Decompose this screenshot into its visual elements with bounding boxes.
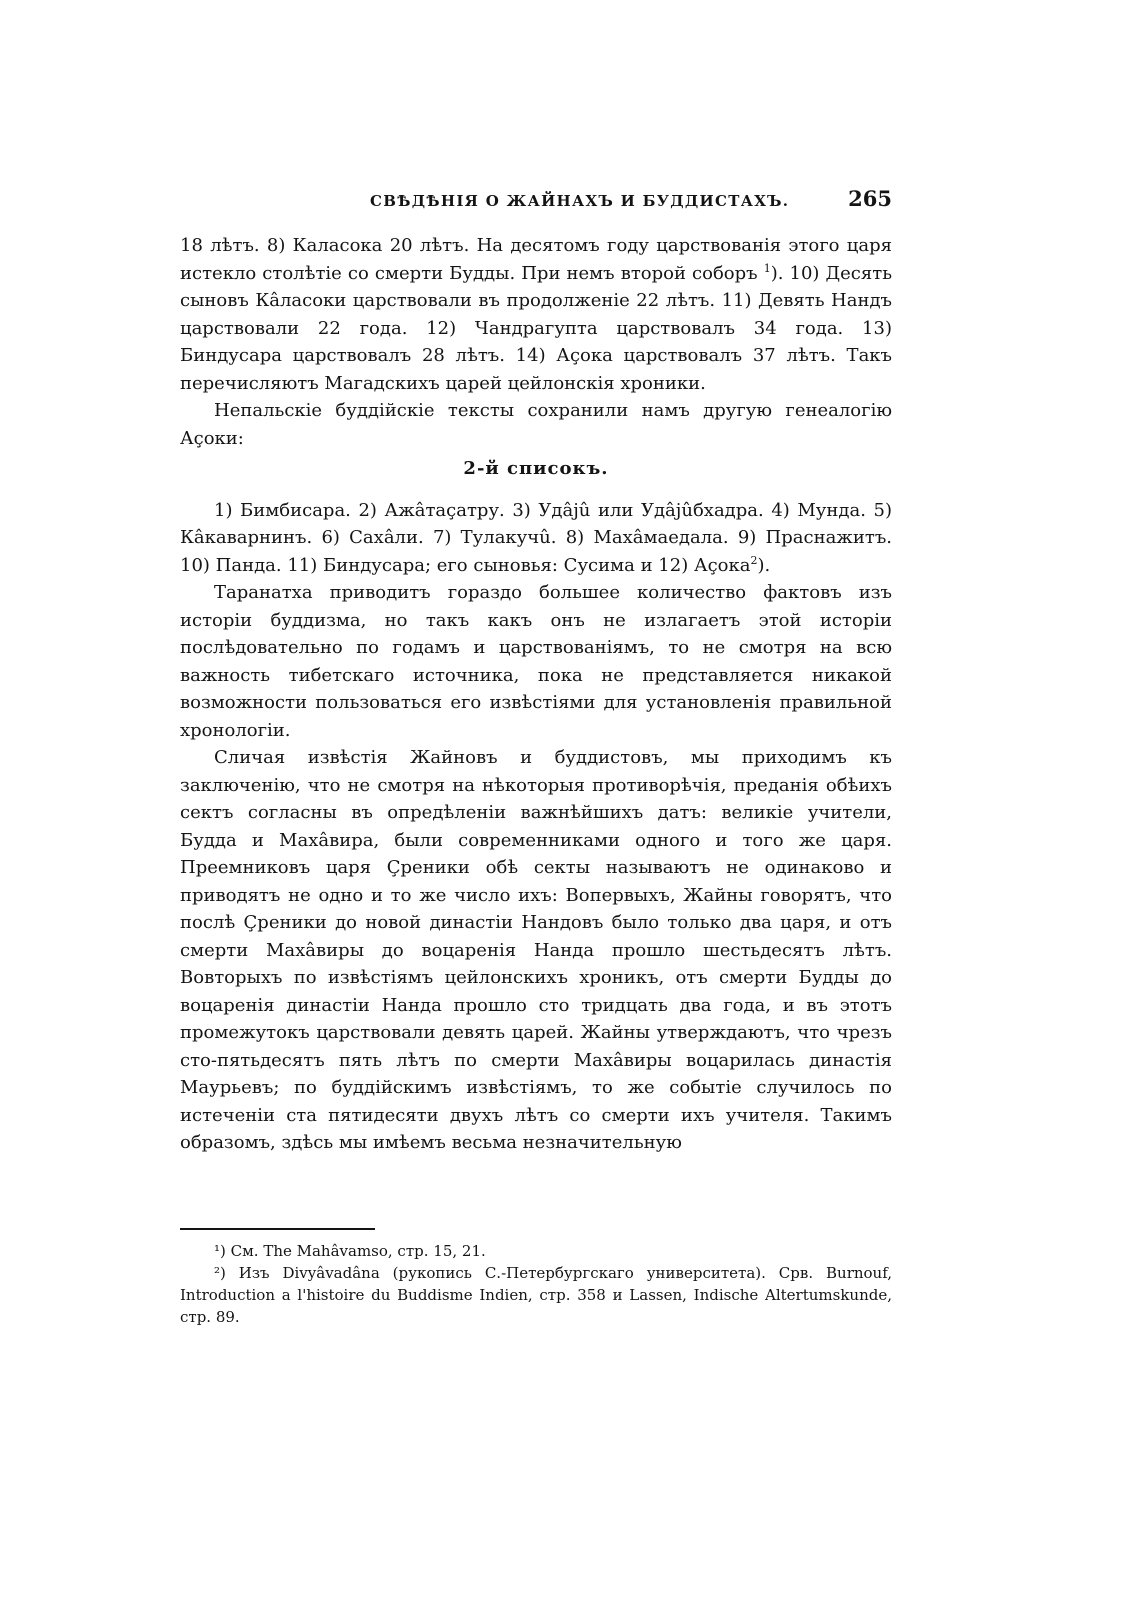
- king-list-text: 1) Бимбисара. 2) Ажâтаçатру. 3) Удâjû или Удâjûбхадра. 4) Мунда. 5) Кâкаварнинъ. 6) Сахâли. 7) Тулакучû. 8) Махâмаедала. 9) Праснажитъ. 10) Панда. 11) Биндусара; его сыновья: Сусима и 12) Аçока: [180, 499, 892, 576]
- paragraph-nepal-texts: Непальскіе буддійскіе тексты сохранили намъ другую генеалогію Аçоки:: [180, 400, 892, 449]
- footnote-rule: [180, 1228, 375, 1230]
- main-text: [180, 232, 892, 1157]
- footnote-ref-1: 1: [763, 261, 771, 275]
- footnote-2: ²) Изъ Divyâvadâna (рукопись С.-Петербургскаго университета). Срв. Burnouf, Introduction a l'histoire du Buddisme Indien, стр. 358 и Lassen, Indische Altertumskunde, стр. 89.: [180, 1264, 892, 1326]
- paragraph-1-text: 18 лѣтъ. 8) Каласока 20 лѣтъ. На десятомъ году царствованія этого царя истекло столѣтіе со смерти Будды. При немъ второй соборъ: [180, 235, 892, 284]
- running-head: СВѢДѢНІЯ О ЖАЙНАХЪ И БУДДИСТАХЪ.: [370, 192, 790, 210]
- page-header: [180, 186, 892, 216]
- footnotes: [180, 1228, 892, 1328]
- king-list-end: ).: [757, 554, 771, 576]
- paragraph-comparison: Сличая извѣстія Жайновъ и буддистовъ, мы приходимъ къ заключенію, что не смотря на нѣкоторыя противорѣчія, преданія обѣихъ сектъ согласны въ опредѣленіи важнѣйшихъ датъ: великіе учители, Будда и Махâвира, были современниками одного и того же царя. Преемниковъ царя Çреники обѣ секты называютъ не одинаково и приводятъ не одно и то же число ихъ: Вопервыхъ, Жайны говорятъ, что послѣ Çреники до новой династіи Нандовъ было только два царя, и отъ смерти Махâвиры до воцаренія Нанда прошло шестьдесятъ лѣтъ. Вовторыхъ по извѣстіямъ цейлонскихъ хроникъ, отъ смерти Будды до воцаренія династіи Нанда прошло сто тридцать два года, и въ этотъ промежутокъ царствовали девять царей. Жайны утверждаютъ, что чрезъ сто-пятьдесятъ пять лѣтъ по смерти Махâвиры воцарилась династія Маурьевъ; по буддійскимъ извѣстіямъ, то же событіе случилось по истеченіи ста пятидесяти двухъ лѣтъ со смерти ихъ учителя. Такимъ образомъ, здѣсь мы имѣемъ весьма незначительную: [180, 747, 892, 1153]
- page-number: 265: [848, 186, 892, 211]
- paragraph-taranatha: Таранатха приводитъ гораздо большее количество фактовъ изъ исторіи буддизма, но такъ какъ онъ не излагаетъ этой исторіи послѣдовательно по годамъ и царствованіямъ, то не смотря на всю важность тибетскаго источника, пока не представляется никакой возможности пользоваться его извѣстіями для установленія правильной хронологіи.: [180, 582, 892, 741]
- footnote-ref-2: 2: [750, 553, 758, 567]
- paragraph-1-continuation: ). 10) Десять сыновъ Кâласоки царствовали въ продолженіе 22 лѣтъ. 11) Девять Нандъ царствовали 22 года. 12) Чандрагупта царствовалъ 34 года. 13) Биндусара царствовалъ 28 лѣтъ. 14) Аçока царствовалъ 37 лѣтъ. Такъ перечисляютъ Магадскихъ царей цейлонскія хроники.: [180, 262, 892, 394]
- footnote-1: ¹) См. The Mahâvamso, стр. 15, 21.: [214, 1242, 486, 1260]
- paragraph-king-list: [180, 497, 892, 580]
- paragraph-continued: [180, 232, 892, 397]
- list-heading: 2-й списокъ.: [463, 458, 609, 479]
